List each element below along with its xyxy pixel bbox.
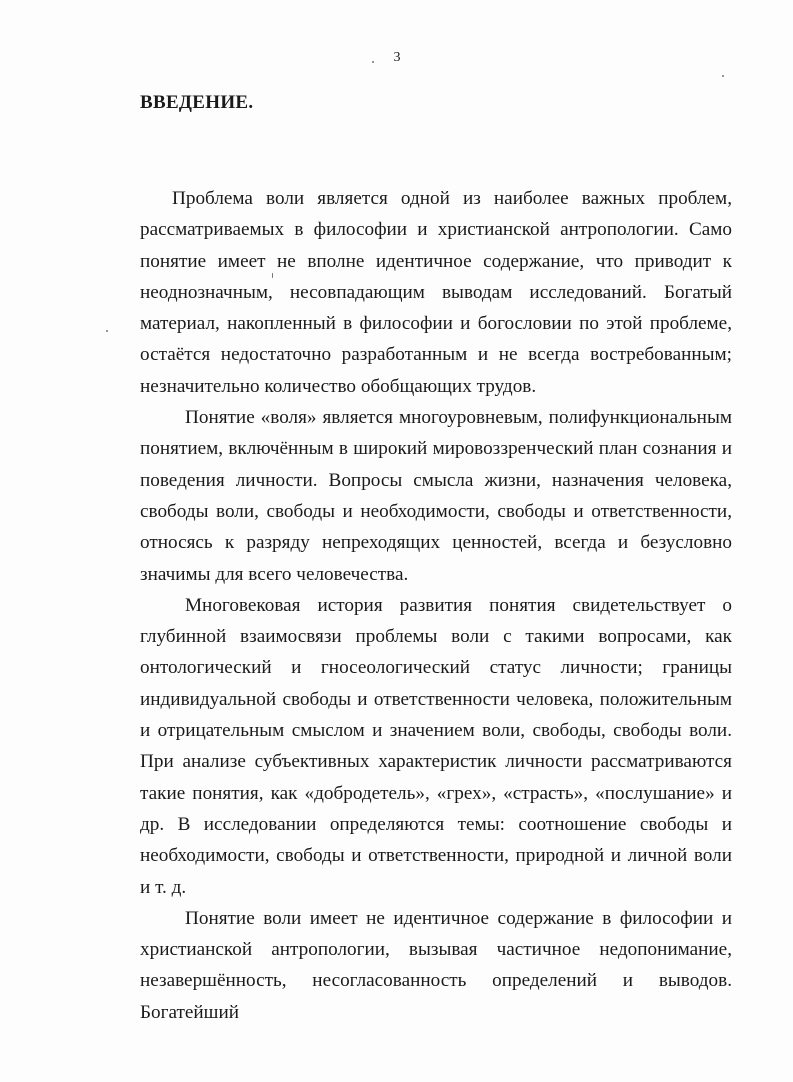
body-text [140,183,732,1028]
scan-speck [722,75,724,77]
paragraph: Понятие воли имеет не идентичное содержание в философии и христианской антропологии, вызывая частичное недопонимание, незавершённость, несогласованность определений и выводов. Богатейший [140,907,732,1023]
paragraph: Понятие «воля» является многоуровневым, полифункциональным понятием, включённым в широкий мировоззренческий план сознания и поведения личности. Вопросы смысла жизни, назначения человека, свободы воли, свободы и необходимости, свободы и ответственности, относясь к разряду непреходящих ценностей, всегда и безусловно значимы для всего человечества. [140,407,732,585]
section-heading: ВВЕДЕНИЕ. [140,92,254,113]
scan-speck [106,330,108,332]
page-number: 3 [393,50,401,65]
paragraph: Проблема воли является одной из наиболее важных проблем, рассматриваемых в философии и христианской антропологии. Само понятие имеет не вполне идентичное содержание, что приводит к неоднозначным, несовпадающим выводам исследований. Богатый материал, накопленный в философии и богословии по этой проблеме, остаётся недостаточно разработанным и не всегда востребованным; незначительно количество обобщающих трудов. [140,188,732,397]
paragraph: Многовековая история развития понятия свидетельствует о глубинной взаимосвязи проблемы воли с такими вопросами, как онтологический и гносеологический статус личности; границы индивидуальной свободы и ответственности человека, положительным и отрицательным смыслом и значением воли, свободы, свободы воли. При анализе субъективных характеристик личности рассматриваются такие понятия, как «добродетель», «грех», «страсть», «послушание» и др. В исследовании определяются темы: соотношение свободы и необходимости, свободы и ответственности, природной и личной воли и т. д. [140,594,732,898]
